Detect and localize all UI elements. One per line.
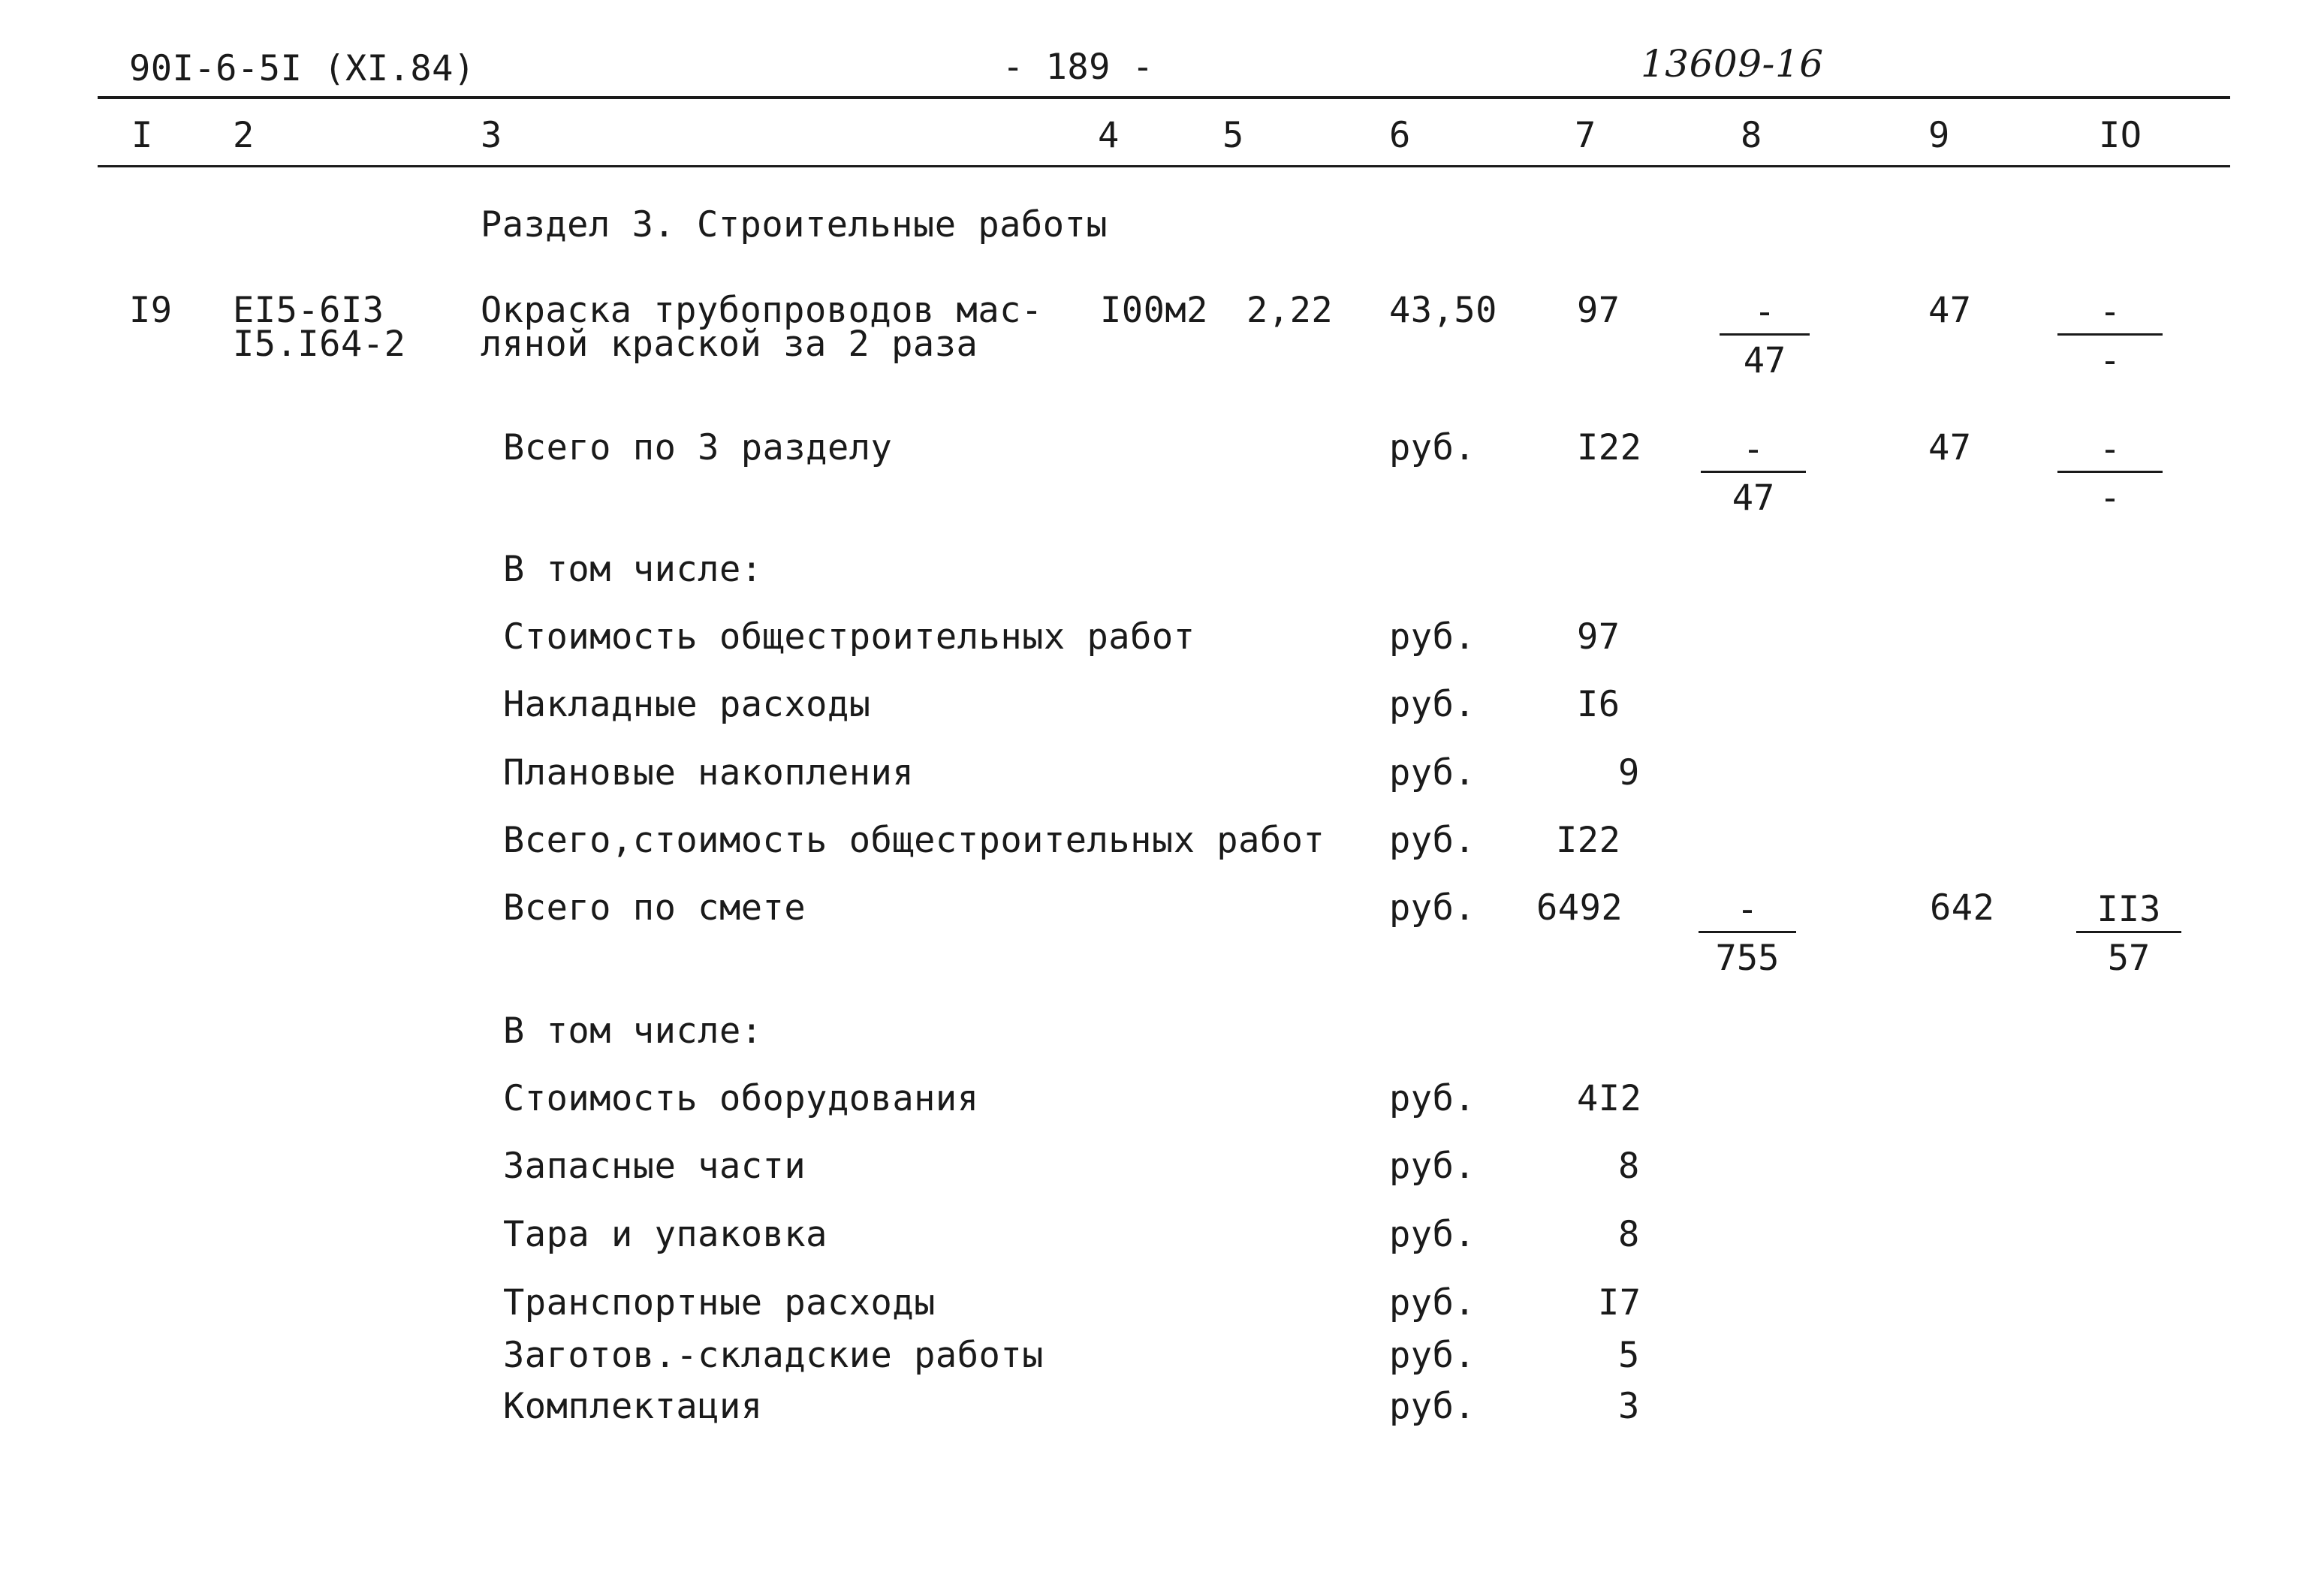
- section-total-col8-fraction: [1701, 429, 1806, 519]
- col-5-header: 5: [1222, 115, 1244, 156]
- header-rule-top: [98, 96, 2230, 99]
- breakdown-value: I22: [1556, 820, 1621, 861]
- item-description-2: ляной краской за 2 раза: [481, 324, 978, 365]
- col-10-header: IO: [2099, 115, 2142, 156]
- item-code-2: I5.I64-2: [233, 324, 406, 365]
- breakdown-value: 3: [1618, 1386, 1640, 1427]
- breakdown-unit: руб.: [1389, 684, 1476, 725]
- breakdown-label: Запасные части: [503, 1146, 806, 1187]
- fraction-bar: [1699, 931, 1796, 933]
- sheet-id: 13609-16: [1641, 42, 1824, 86]
- breakdown-unit: руб.: [1389, 1146, 1476, 1187]
- breakdown-unit: руб.: [1389, 616, 1476, 658]
- grand-total-value: 6492: [1536, 887, 1623, 929]
- breakdown-unit: руб.: [1389, 820, 1476, 861]
- item-number: I9: [129, 290, 173, 331]
- breakdown-unit: руб.: [1389, 1335, 1476, 1376]
- col-1-header: I: [131, 115, 153, 156]
- col-3-header: 3: [481, 115, 502, 156]
- section-title: Раздел 3. Строительные работы: [481, 204, 1108, 245]
- item-col8-fraction: [1720, 291, 1810, 381]
- breakdown-value: I6: [1577, 684, 1620, 725]
- breakdown-label: Стоимость общестроительных работ: [503, 616, 1195, 658]
- grand-total-col8-numerator: -: [1736, 889, 1759, 930]
- item-col8-numerator: -: [1753, 291, 1776, 333]
- item-description-1: Окраска трубопроводов мас-: [481, 290, 1043, 331]
- breakdown-label: Транспортные расходы: [503, 1282, 936, 1323]
- breakdown-label: Плановые накопления: [503, 752, 915, 793]
- item-code-1: EI5-6I3: [233, 290, 384, 331]
- header-rule-bottom: [98, 165, 2230, 167]
- breakdown-value: 5: [1618, 1335, 1640, 1376]
- breakdown-label: Заготов.-складские работы: [503, 1335, 1044, 1376]
- item-col9: 47: [1928, 290, 1972, 331]
- section-total-col8-numerator: -: [1742, 429, 1765, 470]
- section-total-unit: руб.: [1389, 427, 1476, 468]
- item-quantity: 2,22: [1246, 290, 1334, 331]
- section-total-value: I22: [1577, 427, 1642, 468]
- grand-total-col8-denominator: 755: [1715, 938, 1780, 979]
- breakdown-label: Всего,стоимость общестроительных работ: [503, 820, 1325, 861]
- breakdown-value: 8: [1618, 1214, 1640, 1255]
- breakdown-value: 9: [1618, 752, 1640, 793]
- col-7-header: 7: [1575, 115, 1596, 156]
- col-8-header: 8: [1741, 115, 1762, 156]
- breakdown-unit: руб.: [1389, 1282, 1476, 1323]
- section-total-col10-denominator: -: [2099, 477, 2121, 519]
- col-4-header: 4: [1098, 115, 1120, 156]
- grand-total-col10-fraction: [2076, 889, 2181, 979]
- item-price: 43,50: [1389, 290, 1497, 331]
- page-number: - 189 -: [1002, 47, 1154, 88]
- grand-total-col10-numerator: II3: [2097, 889, 2161, 930]
- breakdown-value: 4I2: [1577, 1078, 1642, 1119]
- breakdown-value: 97: [1577, 616, 1620, 658]
- fraction-bar: [2057, 471, 2163, 473]
- breakdown-label: Тара и упаковка: [503, 1214, 827, 1255]
- grand-total-col8-fraction: [1699, 889, 1796, 979]
- item-col10-denominator: -: [2099, 340, 2121, 381]
- item-total: 97: [1577, 290, 1620, 331]
- fraction-bar: [1720, 333, 1810, 336]
- breakdown-unit: руб.: [1389, 1386, 1476, 1427]
- fraction-bar: [2057, 333, 2163, 336]
- breakdown-label: Комплектация: [503, 1386, 763, 1427]
- grand-total-unit: руб.: [1389, 887, 1476, 929]
- breakdown-value: I7: [1598, 1282, 1641, 1323]
- col-9-header: 9: [1928, 115, 1950, 156]
- grand-total-col10-denominator: 57: [2107, 938, 2151, 979]
- col-6-header: 6: [1389, 115, 1411, 156]
- including-label: В том числе:: [503, 1010, 763, 1052]
- item-unit: I00м2: [1100, 290, 1208, 331]
- breakdown-unit: руб.: [1389, 1078, 1476, 1119]
- section-total-col10-numerator: -: [2099, 429, 2121, 470]
- grand-total-col9: 642: [1930, 887, 1995, 929]
- section-total-col9: 47: [1928, 427, 1972, 468]
- item-col8-denominator: 47: [1743, 340, 1786, 381]
- breakdown-unit: руб.: [1389, 1214, 1476, 1255]
- breakdown-label: Накладные расходы: [503, 684, 871, 725]
- breakdown-label: Стоимость оборудования: [503, 1078, 979, 1119]
- section-total-label: Всего по 3 разделу: [503, 427, 893, 468]
- grand-total-label: Всего по смете: [503, 887, 806, 929]
- breakdown-value: 8: [1618, 1146, 1640, 1187]
- section-total-col10-fraction: [2057, 429, 2163, 519]
- section-total-col8-denominator: 47: [1732, 477, 1775, 519]
- including-label: В том числе:: [503, 549, 763, 590]
- item-col10-fraction: [2057, 291, 2163, 381]
- document-code: 90I-6-5I (XI.84): [129, 48, 475, 89]
- fraction-bar: [1701, 471, 1806, 473]
- fraction-bar: [2076, 931, 2181, 933]
- item-col10-numerator: -: [2099, 291, 2121, 333]
- col-2-header: 2: [233, 115, 255, 156]
- breakdown-unit: руб.: [1389, 752, 1476, 793]
